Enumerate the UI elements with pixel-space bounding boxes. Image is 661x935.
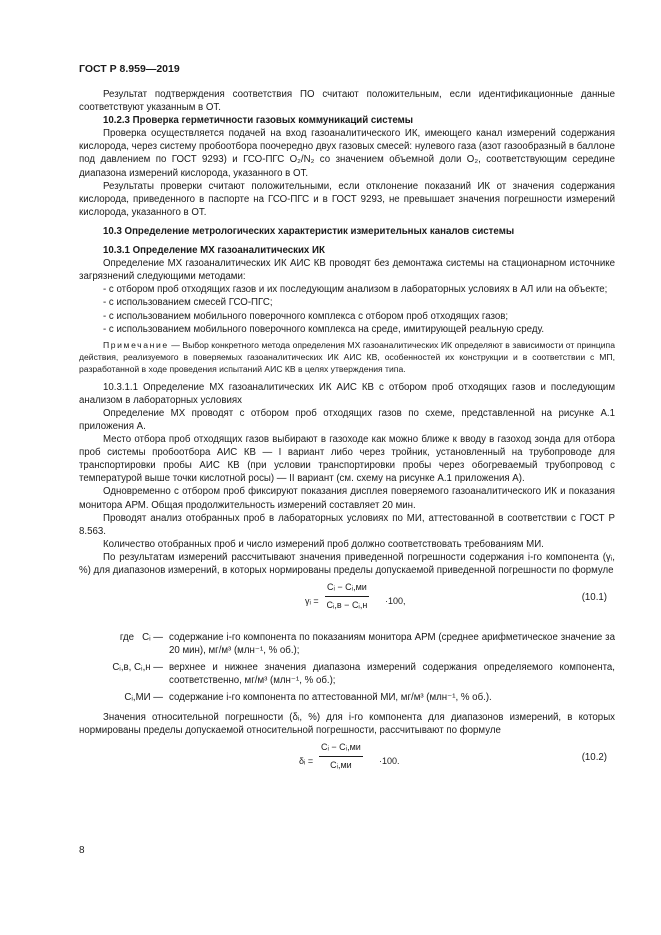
where-definition: содержание i-го компонента по показаниям монитора АРМ (среднее арифметическое значение за 20 мин), мг/м³ (млн⁻¹, % об.); [169, 632, 615, 657]
formula-10-2 [79, 741, 615, 787]
formula-denominator: Cᵢ,в − Cᵢ,н [326, 600, 368, 611]
page-number: 8 [79, 845, 85, 856]
paragraph: Проверка осуществляется подачей на вход газоаналитического ИК, имеющего канал измерений содержания кислорода, через систему пробоотбора поочередно двух газовых смесей: нулевого газа (азот газообразный в баллоне под давлением по ГОСТ 9293) и ГСО-ПГС O₂/N₂ со значением объемной доли O₂, соответствующим середине диапазона измерений кислорода, указанного в ОТ. [79, 128, 615, 179]
formula-tail: ·100, [385, 596, 406, 607]
paragraph: По результатам измерений рассчитывают значения приведенной погрешности содержания i-го компонента (γᵢ, %) для диапазонов измерений, в которых нормированы пределы допускаемой приведенной погрешности по формуле [79, 551, 615, 576]
paragraph: 10.3.1.1 Определение МХ газоаналитических ИК АИС КВ с отбором проб отходящих газов и последующим анализом в лабораторных условиях [79, 381, 615, 406]
where-definition: верхнее и нижнее значения диапазона измерений содержания определяемого компонента, соответственно, мг/м³ (млн⁻¹, % об.); [169, 662, 615, 687]
paragraph: Значения относительной погрешности (δᵢ, %) для i-го компонента для диапазонов измерений, в которых нормированы пределы допускаемой относительной погрешности, рассчитывают по формуле [79, 711, 615, 736]
list-item: - с отбором проб отходящих газов и их последующим анализом в лабораторных условиях в АЛ или на объекте; [103, 284, 608, 296]
where-symbol: Cᵢ,МИ — [124, 692, 163, 704]
page-content [79, 88, 615, 787]
where-label: где [119, 632, 135, 644]
formula-fraction [325, 581, 369, 612]
paragraph: Одновременно с отбором проб фиксируют показания дисплея поверяемого газоаналитического ИК и показания монитора АРМ. Общая продолжительность измерений составляет 20 мин. [79, 486, 615, 511]
note [79, 339, 615, 375]
formula-denominator: Cᵢ,ми [330, 759, 352, 770]
list-item: - с использованием мобильного поверочного комплекса с отбором проб отходящих газов; [103, 310, 509, 322]
section-heading-10-3: 10.3 Определение метрологических характеристик измерительных каналов системы [103, 225, 515, 237]
note-label: Примечание [103, 339, 169, 350]
where-block [79, 631, 615, 704]
formula-tail: ·100. [379, 755, 400, 766]
list-item: - с использованием смесей ГСО-ПГС; [103, 297, 273, 309]
list-item: - с использованием мобильного поверочного комплекса на среде, имитирующей реальную среду. [103, 323, 545, 335]
section-heading-10-3-1: 10.3.1 Определение МХ газоаналитических ИК [103, 245, 325, 257]
paragraph: Результаты проверки считают положительными, если отклонение показаний ИК от значения содержания кислорода, приведенного в паспорте на ГСО-ПГС и в ГОСТ 9293, не превышает значения погрешности измерений кислорода, указанного в ОТ. [79, 180, 615, 218]
paragraph: Определение МХ проводят с отбором проб отходящих газов по схеме, представленной на рисунке А.1 приложения А. [79, 407, 615, 432]
formula-numerator: Cᵢ − Cᵢ,ми [319, 741, 363, 757]
where-symbol: Cᵢ,в, Cᵢ,н — [112, 662, 163, 674]
where-definition: содержание i-го компонента по аттестованной МИ, мг/м³ (млн⁻¹, % об.). [169, 692, 492, 704]
formula-numerator: Cᵢ − Cᵢ,ми [325, 581, 369, 597]
where-symbol: где Cᵢ — [119, 632, 163, 644]
paragraph: Результат подтверждения соответствия ПО считают положительным, если идентификационные данные соответствуют указанным в ОТ. [79, 89, 615, 114]
paragraph: Определение МХ газоаналитических ИК АИС КВ проводят без демонтажа системы на стационарном источнике загрязнений следующими методами: [79, 258, 615, 283]
formula-lhs: δᵢ = [299, 755, 314, 766]
document-header: ГОСТ Р 8.959—2019 [79, 63, 180, 75]
formula-number: (10.2) [581, 751, 607, 763]
section-heading-10-2-3: 10.2.3 Проверка герметичности газовых коммуникаций системы [103, 115, 414, 127]
formula-lhs: γᵢ = [305, 596, 319, 607]
note-text: — Выбор конкретного метода определения МХ газоаналитических ИК определяют в зависимости от принципа действия, реализуемого в поверяемых газоаналитических ИК АИС КВ, особенностей их конструкции и в соответствии с МП, разработанной в ходе проведения испытаний АИС КВ в целях утверждения типа. [79, 339, 615, 374]
formula-fraction [319, 741, 363, 772]
paragraph: Место отбора проб отходящих газов выбирают в газоходе как можно ближе к вводу в газоход зонда для отбора проб системы пробоотбора АИС КВ — I вариант либо через тройник, установленный на трубопроводе для транспортировки пробы АИС КВ (при условии транспортировки пробы через обогреваемый трубопровод с температурой выше точки кислотной росы) — II вариант (см. схему на рисунке А.1 приложения А). [79, 434, 615, 485]
paragraph: Количество отобранных проб и число измерений проб должно соответствовать требованиям МИ. [103, 538, 544, 550]
formula-10-1 [79, 581, 615, 627]
formula-number: (10.1) [581, 592, 607, 604]
paragraph: Проводят анализ отобранных проб в лабораторных условиях по МИ, аттестованной в соответствии с ГОСТ Р 8.563. [79, 512, 615, 537]
